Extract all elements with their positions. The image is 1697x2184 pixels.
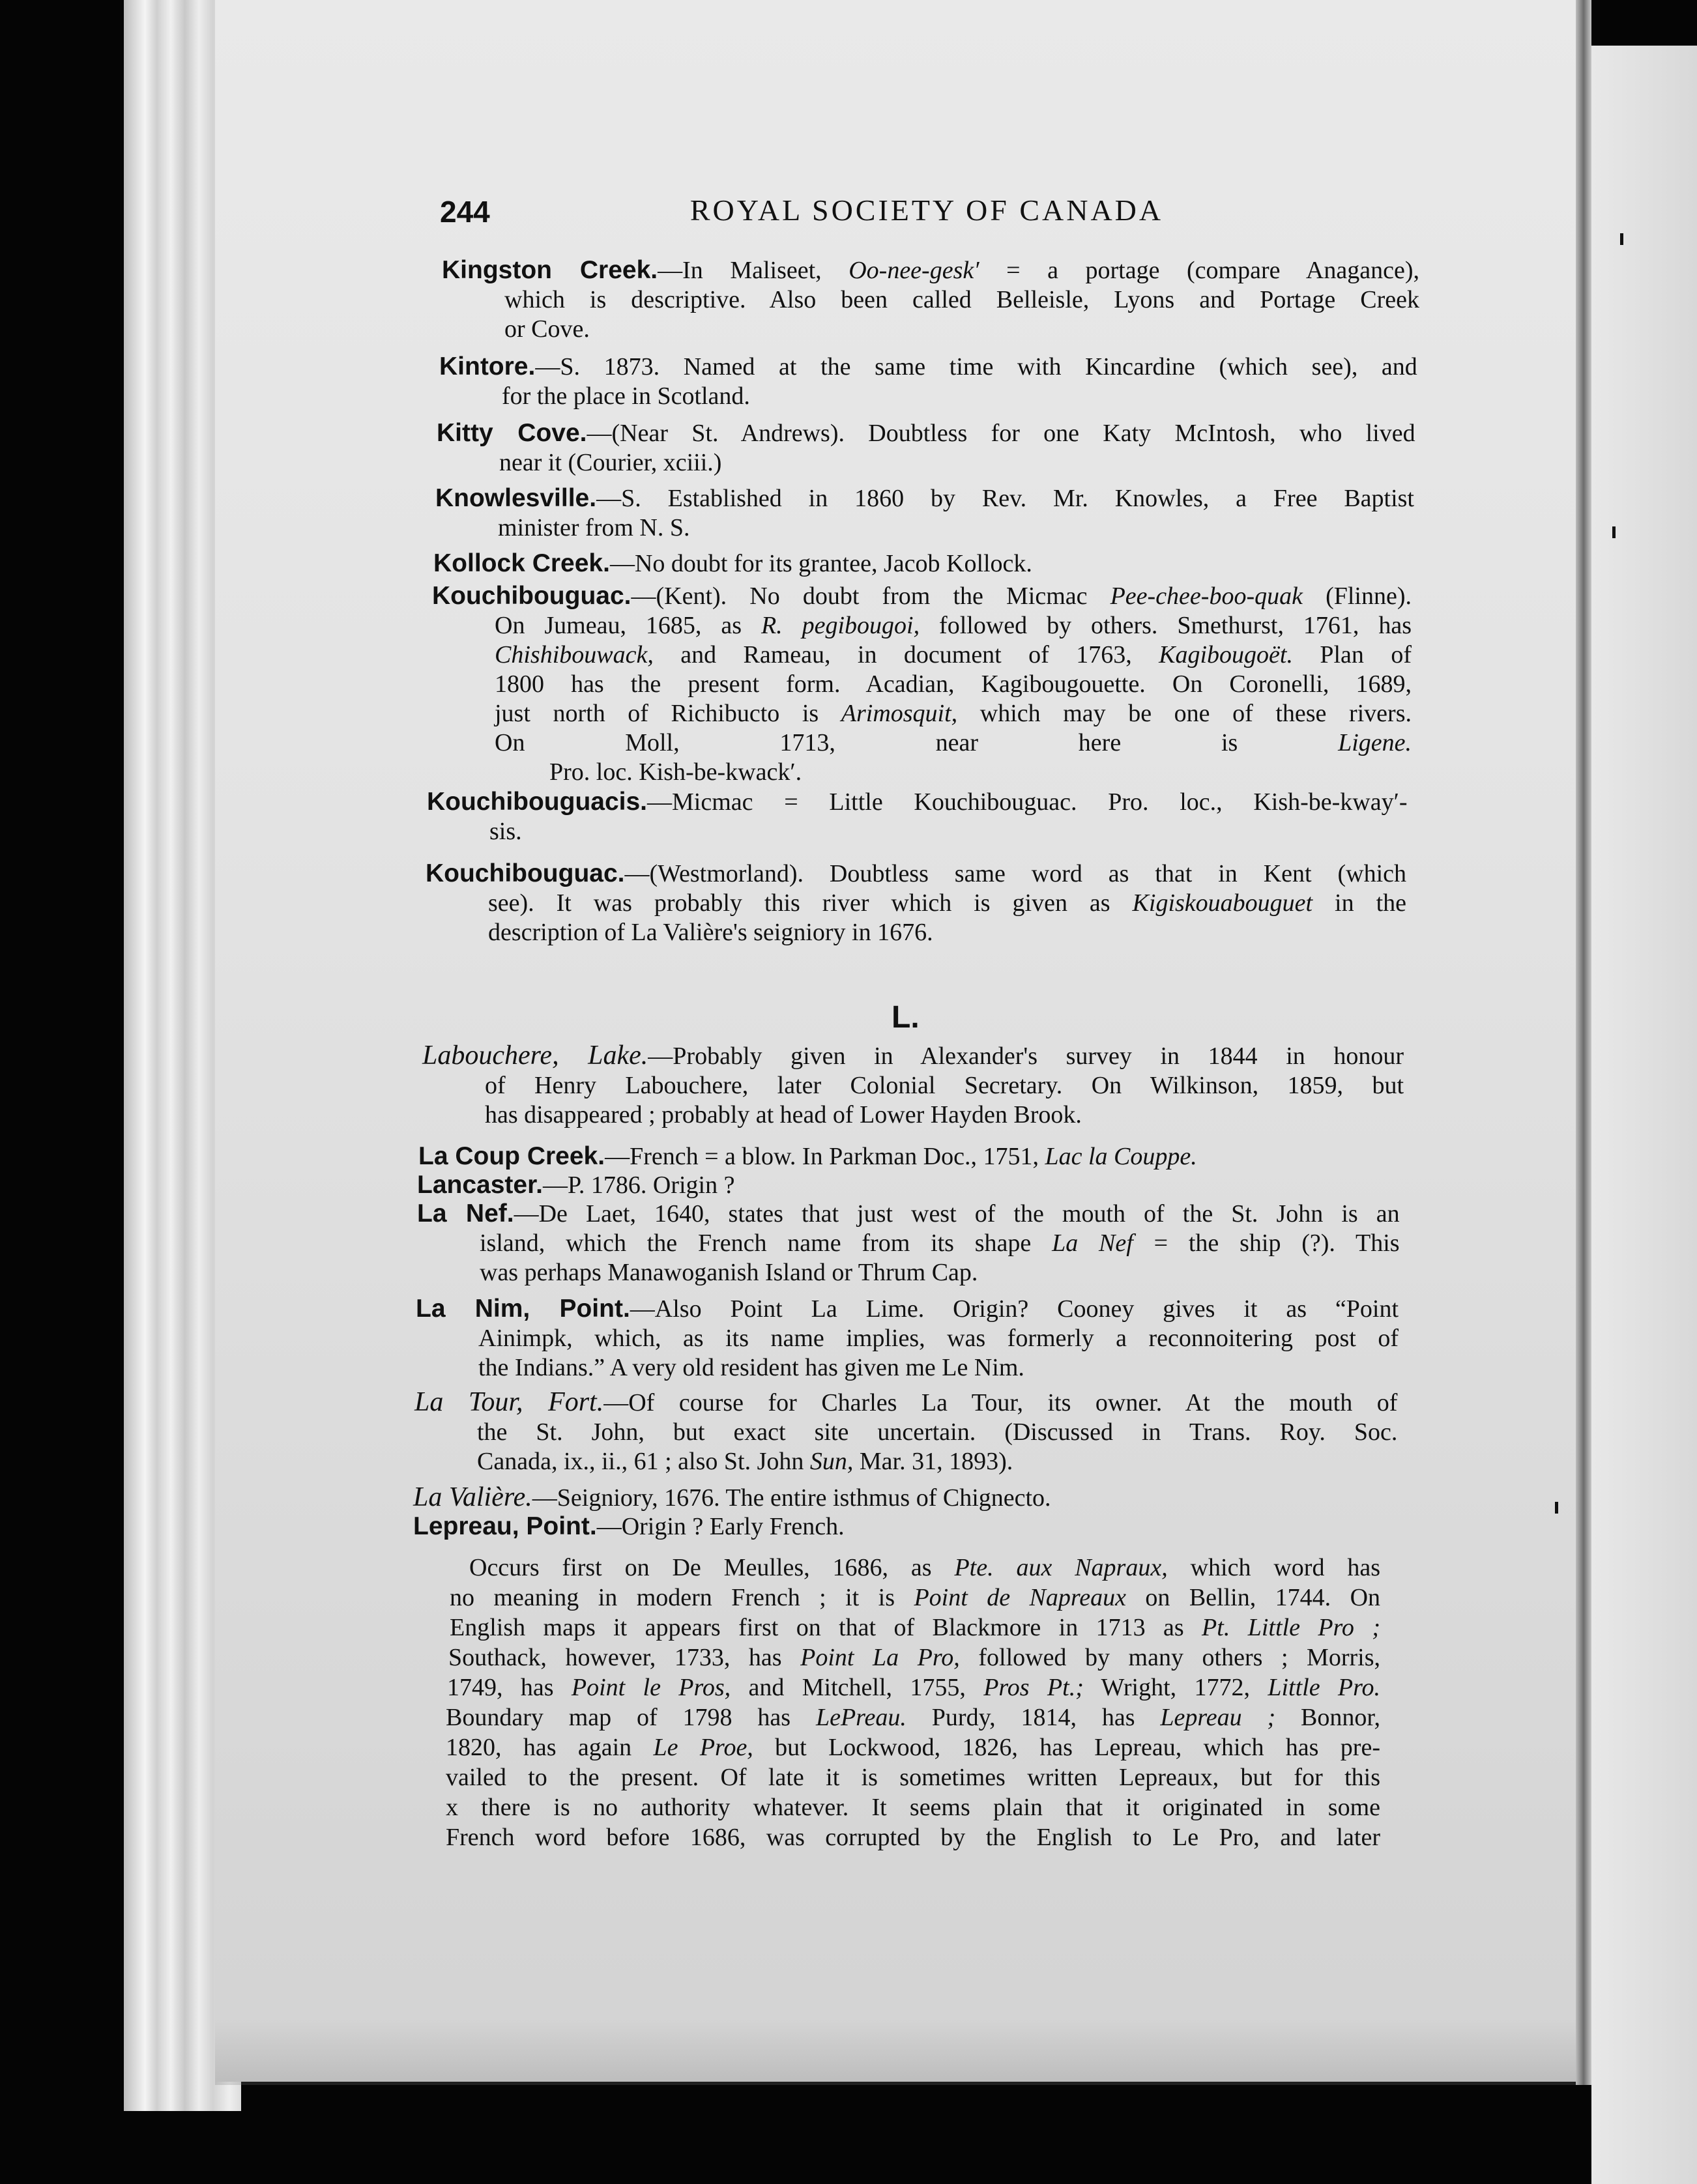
entry-line [432, 581, 1412, 611]
italic-run: Ligene. [1338, 729, 1412, 756]
text-run: —Seigniory, 1676. The entire isthmus of Chignecto. [532, 1484, 1051, 1512]
entry-headword: Lepreau, Point. [413, 1512, 597, 1540]
entry-headword: Kollock Creek. [433, 549, 610, 577]
entry-line [432, 611, 1412, 640]
dictionary-entry [427, 787, 1408, 846]
entry-line [418, 1142, 1400, 1171]
entry-headword: Kouchibouguacis. [427, 788, 648, 816]
text-run: 1749, has [447, 1674, 572, 1701]
dictionary-entry [442, 255, 1419, 344]
text-run: which is descriptive. Also been called Belleisle, Lyons and Portage Creek [504, 286, 1419, 313]
text-run: 1800 has the present form. Acadian, Kagibougouette. On Coronelli, 1689, [495, 670, 1412, 698]
italic-run: Point de Napreaux [914, 1584, 1126, 1611]
text-run: Occurs first on De Meulles, 1686, as [469, 1554, 955, 1581]
entry-line [432, 758, 1412, 787]
paragraph-line [447, 1673, 1380, 1703]
text-run: —Origin ? Early French. [596, 1513, 845, 1540]
dictionary-entry [417, 1199, 1400, 1287]
italic-run: Point La Pro, [800, 1644, 960, 1671]
entry-line [435, 513, 1414, 543]
text-run: no meaning in modern French ; it is [450, 1584, 914, 1611]
paragraph-line [469, 1553, 1380, 1583]
text-run: which may be one of these rivers. [957, 700, 1412, 727]
text-run: Bonnor, [1275, 1704, 1381, 1731]
entry-line [414, 1447, 1397, 1476]
entry-line [417, 1229, 1400, 1258]
text-run: and Rameau, in document of 1763, [653, 641, 1159, 668]
text-run: English maps it appears first on that of Blackmore in 1713 as [450, 1614, 1202, 1641]
text-run: minister from N. S. [498, 514, 690, 541]
entry-line [413, 1512, 1397, 1542]
entry-line [439, 352, 1417, 382]
entry-line [422, 1100, 1404, 1130]
text-run: and Mitchell, 1755, [731, 1674, 984, 1701]
entry-headword: La Nim, Point. [416, 1295, 630, 1323]
text-run: in the [1313, 889, 1406, 917]
italic-run: La Nef [1052, 1229, 1133, 1257]
entry-line [416, 1324, 1399, 1353]
text-run: —Also Point La Lime. Origin? Cooney gives it as “Point [630, 1295, 1399, 1323]
paragraph-line [446, 1763, 1380, 1792]
text-run: followed by others. Smethurst, 1761, has [920, 612, 1412, 639]
text-run: Canada, ix., ii., 61 ; also St. John [477, 1448, 810, 1475]
text-run: = a portage (compare Anagance), [979, 257, 1419, 284]
entry-line [426, 918, 1406, 947]
entry-line [439, 382, 1417, 411]
text-run: sis. [489, 818, 522, 845]
text-run: —In Maliseet, [658, 257, 849, 284]
italic-run: Lac la Couppe. [1045, 1143, 1197, 1170]
italic-run: R. pegibougoi, [761, 612, 920, 639]
paragraph-line [450, 1583, 1380, 1613]
entry-line [432, 699, 1412, 728]
entry-line [432, 640, 1412, 670]
entry-line [414, 1388, 1397, 1418]
entry-line [432, 670, 1412, 699]
text-run: was perhaps Manawoganish Island or Thrum Cap. [480, 1259, 978, 1286]
italic-run: Kigiskouabouguet [1132, 889, 1313, 917]
running-title: ROYAL SOCIETY OF CANADA [689, 194, 1164, 227]
text-run: but Lockwood, 1826, has Lepreau, which has pre- [753, 1734, 1380, 1761]
text-run: On Jumeau, 1685, as [495, 612, 761, 639]
entry-line [422, 1071, 1404, 1100]
dictionary-entry [413, 1483, 1397, 1513]
dictionary-entry [437, 418, 1415, 478]
italic-run: Lepreau ; [1160, 1704, 1276, 1731]
text-run: —No doubt for its grantee, Jacob Kollock. [609, 550, 1032, 577]
italic-run: Pt. Little Pro ; [1202, 1614, 1380, 1641]
entry-line [442, 285, 1419, 315]
text-run: the St. John, but exact site uncertain. (Discussed in Trans. Roy. Soc. [477, 1418, 1398, 1446]
entry-line [442, 255, 1419, 285]
text-run: the Indians.” A very old resident has given me Le Nim. [478, 1354, 1024, 1381]
text-run: —Micmac = Little Kouchibouguac. Pro. loc., Kish-be-kway′- [647, 788, 1408, 816]
entry-line [417, 1170, 1400, 1200]
dictionary-entry [432, 581, 1412, 787]
text-run: (Flinne). [1302, 582, 1412, 610]
entry-headword: La Nef. [417, 1200, 514, 1228]
entry-line [417, 1199, 1400, 1229]
italic-run: Sun, [809, 1448, 854, 1475]
dictionary-entry [426, 859, 1406, 947]
text-run: which word has [1167, 1554, 1380, 1581]
text-run: has disappeared ; probably at head of Lower Hayden Brook. [485, 1101, 1082, 1128]
dictionary-entry [439, 352, 1417, 411]
entry-line [427, 787, 1408, 817]
entry-line [416, 1294, 1399, 1324]
entry-headword: Kouchibouguac. [426, 859, 625, 887]
dictionary-entry [417, 1170, 1400, 1200]
text-run: see). It was probably this river which is given as [488, 889, 1133, 917]
paragraph-line [450, 1613, 1380, 1643]
text-run: on Bellin, 1744. On [1125, 1584, 1381, 1611]
text-run: description of La Valière's seigniory in 1676. [488, 919, 933, 946]
italic-run: Kagibougoët. [1159, 641, 1293, 668]
text-run: —S. Established in 1860 by Rev. Mr. Knowles, a Free Baptist [596, 485, 1414, 512]
text-run: French word before 1686, was corrupted by the English to Le Pro, and later [446, 1824, 1380, 1851]
text-run: near it (Courier, xciii.) [499, 449, 722, 476]
paragraph-line [448, 1643, 1380, 1673]
dictionary-entry [433, 549, 1413, 579]
paragraph-line [446, 1823, 1380, 1852]
entry-line [435, 483, 1414, 513]
dictionary-entry [435, 483, 1414, 543]
italic-run: LePreau. [815, 1704, 907, 1731]
text-run: Purdy, 1814, has [906, 1704, 1161, 1731]
entry-headword: La Tour, Fort. [414, 1387, 604, 1417]
text-run: vailed to the present. Of late it is sometimes written Lepreaux, but for this [446, 1764, 1380, 1791]
paragraph-line [446, 1703, 1380, 1732]
dictionary-entry [414, 1388, 1397, 1476]
italic-run: Oo-nee-gesk′ [848, 257, 979, 284]
entry-headword: Kitty Cove. [437, 419, 587, 447]
text-run: Mar. 31, 1893). [853, 1448, 1013, 1475]
dictionary-entry [413, 1512, 1397, 1542]
entry-line [417, 1258, 1400, 1287]
entry-line [427, 817, 1408, 846]
italic-run: Pros Pt.; [983, 1674, 1084, 1701]
entry-headword: Kouchibouguac. [432, 582, 631, 610]
italic-run: Pee-chee-boo-quak [1110, 582, 1303, 610]
entry-line [437, 418, 1415, 448]
text-run: just north of Richibucto is [495, 700, 841, 727]
entry-line [416, 1353, 1399, 1383]
entry-headword: Kintore. [439, 352, 536, 381]
entry-line [432, 728, 1412, 758]
text-run: —S. 1873. Named at the same time with Kincardine (which see), and [535, 353, 1417, 381]
italic-run: Pte. aux Napraux, [954, 1554, 1168, 1581]
text-run: Plan of [1292, 641, 1412, 668]
dictionary-entry [418, 1142, 1400, 1171]
text-run: —(Kent). No doubt from the Micmac [631, 582, 1110, 610]
entry-line [413, 1483, 1397, 1513]
entry-line [414, 1418, 1397, 1447]
text-run: followed by many others ; Morris, [959, 1644, 1381, 1671]
text-run: = the ship (?). This [1133, 1229, 1400, 1257]
text-run: 1820, has again [446, 1734, 654, 1761]
text-run: island, which the French name from its shape [480, 1229, 1052, 1257]
dictionary-entry [422, 1041, 1404, 1130]
text-run: Boundary map of 1798 has [446, 1704, 816, 1731]
text-run: of Henry Labouchere, later Colonial Secretary. On Wilkinson, 1859, but [485, 1072, 1404, 1099]
entry-line [426, 859, 1406, 889]
text-run: —(Westmorland). Doubtless same word as that in Kent (which [624, 860, 1406, 887]
text-run: —De Laet, 1640, states that just west of the mouth of the St. John is an [514, 1200, 1400, 1228]
text-run: Southack, however, 1733, has [448, 1644, 801, 1671]
entry-line [433, 549, 1413, 579]
text-run: Pro. loc. Kish-be-kwack′. [549, 758, 802, 786]
page-number: 244 [440, 195, 490, 229]
entry-headword: La Valière. [413, 1482, 532, 1512]
italic-run: Point le Pros, [571, 1674, 731, 1701]
entry-headword: Knowlesville. [435, 484, 597, 512]
italic-run: Le Proe, [653, 1734, 753, 1761]
italic-run: Chishibouwack, [495, 641, 654, 668]
entry-line [442, 315, 1419, 344]
text-run: Ainimpk, which, as its name implies, was formerly a reconnoitering post of [478, 1325, 1399, 1352]
entry-line [426, 889, 1406, 918]
italic-run: Little Pro. [1268, 1674, 1380, 1701]
entry-line [437, 448, 1415, 478]
text-run: —Of course for Charles La Tour, its owner. At the mouth of [603, 1389, 1398, 1416]
text-run: —Probably given in Alexander's survey in 1844 in honour [648, 1042, 1404, 1070]
text-run: On Moll, 1713, near here is [495, 729, 1339, 756]
entry-headword: Lancaster. [417, 1171, 543, 1199]
text-run: or Cove. [504, 315, 590, 343]
entry-headword: La Coup Creek. [418, 1142, 605, 1170]
text-run: —(Near St. Andrews). Doubtless for one Katy McIntosh, who lived [587, 420, 1415, 447]
dictionary-entry [416, 1294, 1399, 1383]
text-run: Wright, 1772, [1083, 1674, 1268, 1701]
paragraph-line [446, 1793, 1380, 1822]
text-run: x there is no authority whatever. It seems plain that it originated in some [446, 1794, 1380, 1821]
text-run: —French = a blow. In Parkman Doc., 1751, [605, 1143, 1045, 1170]
italic-run: Arimosquit, [841, 700, 958, 727]
paragraph-line [446, 1733, 1380, 1762]
entry-line [422, 1041, 1404, 1071]
text-run: —P. 1786. Origin ? [542, 1171, 735, 1199]
entry-headword: Labouchere, Lake. [422, 1041, 648, 1070]
entry-headword: Kingston Creek. [442, 256, 658, 284]
section-letter: L. [892, 1000, 920, 1035]
text-run: for the place in Scotland. [502, 382, 750, 410]
